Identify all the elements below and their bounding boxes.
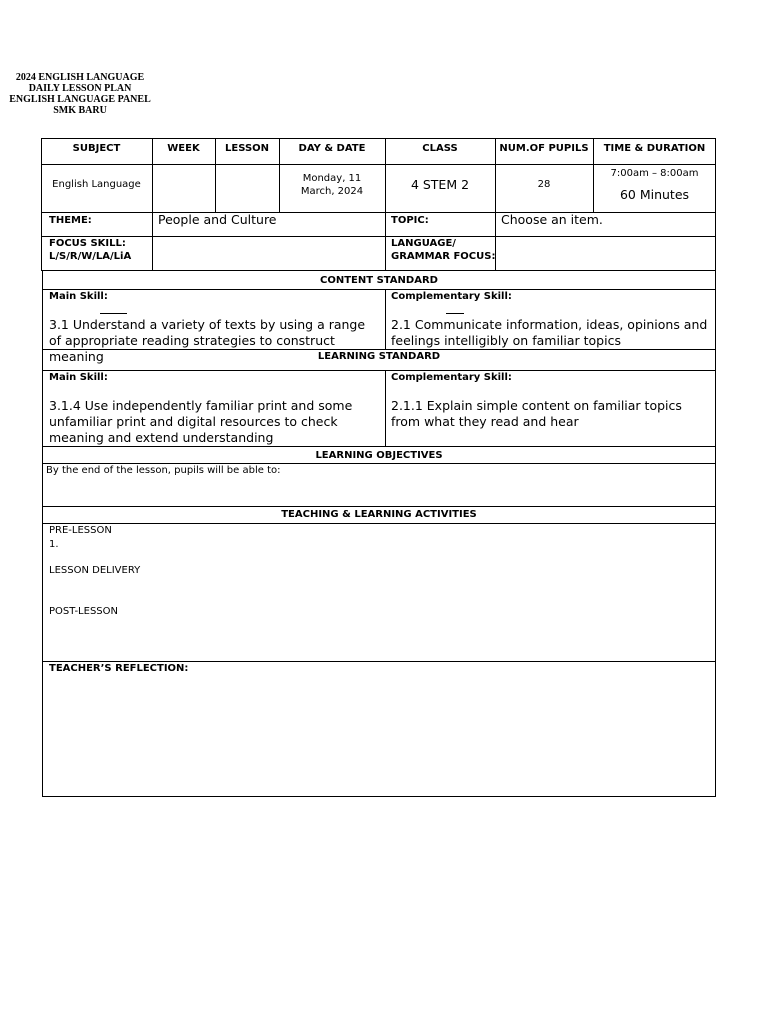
col-class: CLASS (422, 143, 458, 154)
language-focus-label: LANGUAGE/ (391, 238, 456, 249)
focus-skill-label: FOCUS SKILL: (49, 238, 126, 249)
post-lesson-label[interactable]: POST-LESSON (49, 606, 118, 617)
header-line-1: 2024 ENGLISH LANGUAGE (15, 72, 145, 83)
teacher-reflection-label: TEACHER’S REFLECTION: (49, 663, 189, 674)
info-table (41, 138, 716, 271)
header-line-3: ENGLISH LANGUAGE PANEL (9, 94, 151, 105)
activities-heading: TEACHING & LEARNING ACTIVITIES (281, 509, 477, 520)
learning-comp-skill-text[interactable]: 2.1.1 Explain simple content on familiar topics from what they read and hear (391, 398, 682, 429)
lesson-delivery-label[interactable]: LESSON DELIVERY (49, 565, 141, 576)
learning-main-skill-label: Main Skill: (49, 372, 108, 383)
focus-skill-codes: L/S/R/W/LA/LiA (49, 251, 132, 262)
pre-lesson-label[interactable]: PRE-LESSON (49, 525, 112, 536)
date-value[interactable]: March, 2024 (300, 186, 364, 197)
learning-main-skill-text[interactable]: 3.1.4 Use independently familiar print and some unfamiliar print and digital resources to check meaning and extend understanding (49, 398, 353, 445)
duration-value[interactable]: 60 Minutes (619, 187, 690, 202)
content-main-skill-text[interactable]: 3.1 Understand a variety of texts by using a range of appropriate reading strategies to construct meaning (49, 317, 366, 364)
day-value[interactable]: Monday, 11 (302, 173, 362, 184)
subject-value[interactable]: English Language (52, 179, 141, 190)
content-standard-heading: CONTENT STANDARD (320, 275, 438, 286)
col-lesson: LESSON (224, 143, 270, 154)
content-comp-skill-label: Complementary Skill: (391, 291, 512, 302)
document-header (0, 72, 160, 116)
pre-lesson-item-1[interactable]: 1. (49, 539, 59, 550)
theme-label: THEME: (49, 215, 92, 226)
col-week: WEEK (167, 143, 200, 154)
header-line-4: SMK BARU (53, 105, 107, 116)
topic-label: TOPIC: (391, 215, 429, 226)
learning-objectives-text[interactable]: By the end of the lesson, pupils will be able to: (46, 465, 281, 476)
time-value[interactable]: 7:00am – 8:00am (610, 168, 699, 179)
header-line-2: DAILY LESSON PLAN (28, 83, 132, 94)
num-pupils-value[interactable]: 28 (537, 179, 551, 190)
teacher-reflection-area[interactable] (43, 676, 715, 795)
grammar-focus-label: GRAMMAR FOCUS: (391, 251, 496, 262)
class-value[interactable]: 4 STEM 2 (410, 177, 470, 192)
learning-standard-heading: LEARNING STANDARD (317, 351, 441, 362)
theme-value[interactable]: People and Culture (158, 212, 277, 227)
col-day-date: DAY & DATE (298, 143, 366, 154)
content-main-skill-label: Main Skill: (49, 291, 108, 302)
content-comp-skill-text[interactable]: 2.1 Communicate information, ideas, opinions and feelings intelligibly on familiar topics (391, 317, 708, 348)
col-num-pupils: NUM.OF PUPILS (499, 143, 589, 154)
topic-dropdown[interactable]: Choose an item. (501, 212, 603, 227)
learning-objectives-heading: LEARNING OBJECTIVES (315, 450, 443, 461)
col-time-duration: TIME & DURATION (603, 143, 706, 154)
learning-comp-skill-label: Complementary Skill: (391, 372, 512, 383)
col-subject: SUBJECT (72, 143, 121, 154)
